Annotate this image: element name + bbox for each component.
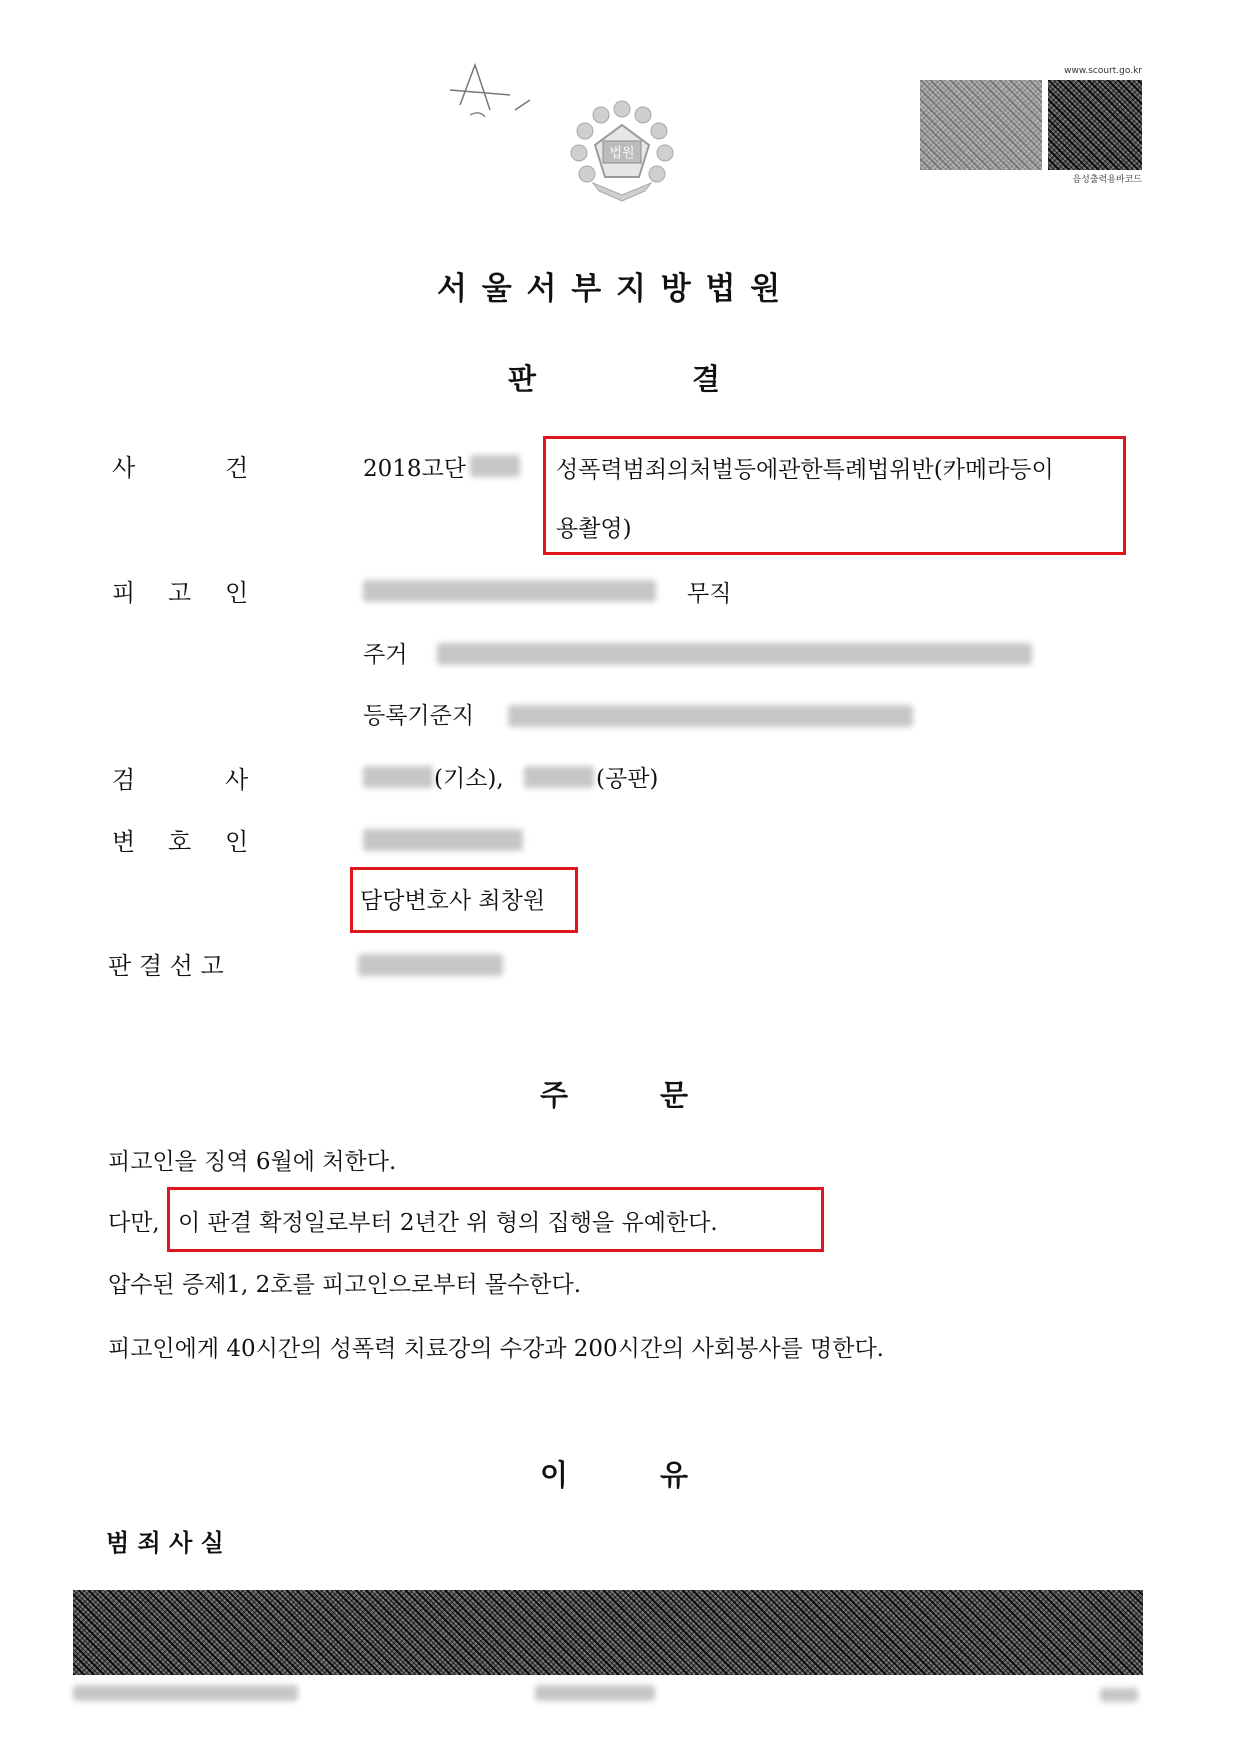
handwritten-mark xyxy=(420,55,540,125)
doc-title-2: 결 xyxy=(692,362,721,396)
redacted-defendant-id xyxy=(363,580,656,602)
defendant-occupation: 무직 xyxy=(687,581,732,607)
doc-title-1: 판 xyxy=(508,362,537,396)
reason-subheading: 범 죄 사 실 xyxy=(106,1528,224,1557)
reason-heading-1: 이 xyxy=(540,1458,569,1492)
redacted-prosecutor-1 xyxy=(363,766,433,788)
label-defendant-3: 인 xyxy=(225,579,249,607)
redacted-footer-left xyxy=(73,1685,298,1701)
registry-label: 등록기준지 xyxy=(363,703,475,729)
label-defendant-2: 고 xyxy=(168,579,192,607)
barcode-caption: 음성출력용바코드 xyxy=(1072,175,1142,185)
attorney-name: 담당변호사 최창원 xyxy=(360,888,546,914)
prosecutor-role-2: (공판) xyxy=(596,766,659,792)
case-title-line2: 용촬영) xyxy=(556,516,632,542)
order-line-2-highlight: 이 판결 확정일로부터 2년간 위 형의 집행을 유예한다. xyxy=(178,1210,718,1236)
label-verdict-date: 판 결 선 고 xyxy=(108,952,224,980)
court-name: 서 울 서 부 지 방 법 원 xyxy=(437,271,783,307)
redacted-footer-center xyxy=(535,1685,655,1701)
site-url: www.scourt.go.kr xyxy=(1064,66,1142,76)
label-counsel-1: 변 xyxy=(112,828,136,856)
reason-heading-2: 유 xyxy=(660,1458,689,1492)
label-case-1: 사 xyxy=(112,454,136,482)
redacted-registry xyxy=(508,705,913,727)
order-line-3: 압수된 증제1, 2호를 피고인으로부터 몰수한다. xyxy=(108,1272,582,1298)
redacted-case-number xyxy=(470,455,520,477)
redacted-address xyxy=(437,643,1032,665)
redacted-verdict-date xyxy=(358,954,503,976)
redacted-prosecutor-2 xyxy=(524,766,594,788)
qr-code xyxy=(1048,80,1142,170)
order-line-4: 피고인에게 40시간의 성폭력 치료강의 수강과 200시간의 사회봉사를 명한다. xyxy=(108,1336,884,1362)
emblem-label: 법원 xyxy=(609,146,635,161)
redacted-law-firm xyxy=(363,829,523,851)
address-label: 주거 xyxy=(363,642,408,668)
redacted-crime-facts xyxy=(73,1590,1143,1675)
barcode-text-overlay xyxy=(920,80,1042,170)
prosecutor-role-1: (기소), xyxy=(434,766,504,792)
court-emblem-icon xyxy=(565,95,680,205)
label-counsel-3: 인 xyxy=(225,828,249,856)
label-prosecutor-2: 사 xyxy=(225,766,249,794)
case-title-line1: 성폭력범죄의처벌등에관한특례법위반(카메라등이 xyxy=(556,457,1054,483)
redacted-page-number xyxy=(1100,1688,1138,1702)
order-heading-1: 주 xyxy=(540,1078,569,1112)
case-number: 2018고단 xyxy=(363,456,466,482)
label-prosecutor-1: 검 xyxy=(112,766,136,794)
label-counsel-2: 호 xyxy=(168,828,192,856)
order-heading-2: 문 xyxy=(660,1078,689,1112)
order-line-1: 피고인을 징역 6월에 처한다. xyxy=(108,1149,397,1175)
label-case-2: 건 xyxy=(225,454,249,482)
label-defendant-1: 피 xyxy=(112,579,136,607)
order-line-2-prefix: 다만, xyxy=(108,1210,160,1236)
